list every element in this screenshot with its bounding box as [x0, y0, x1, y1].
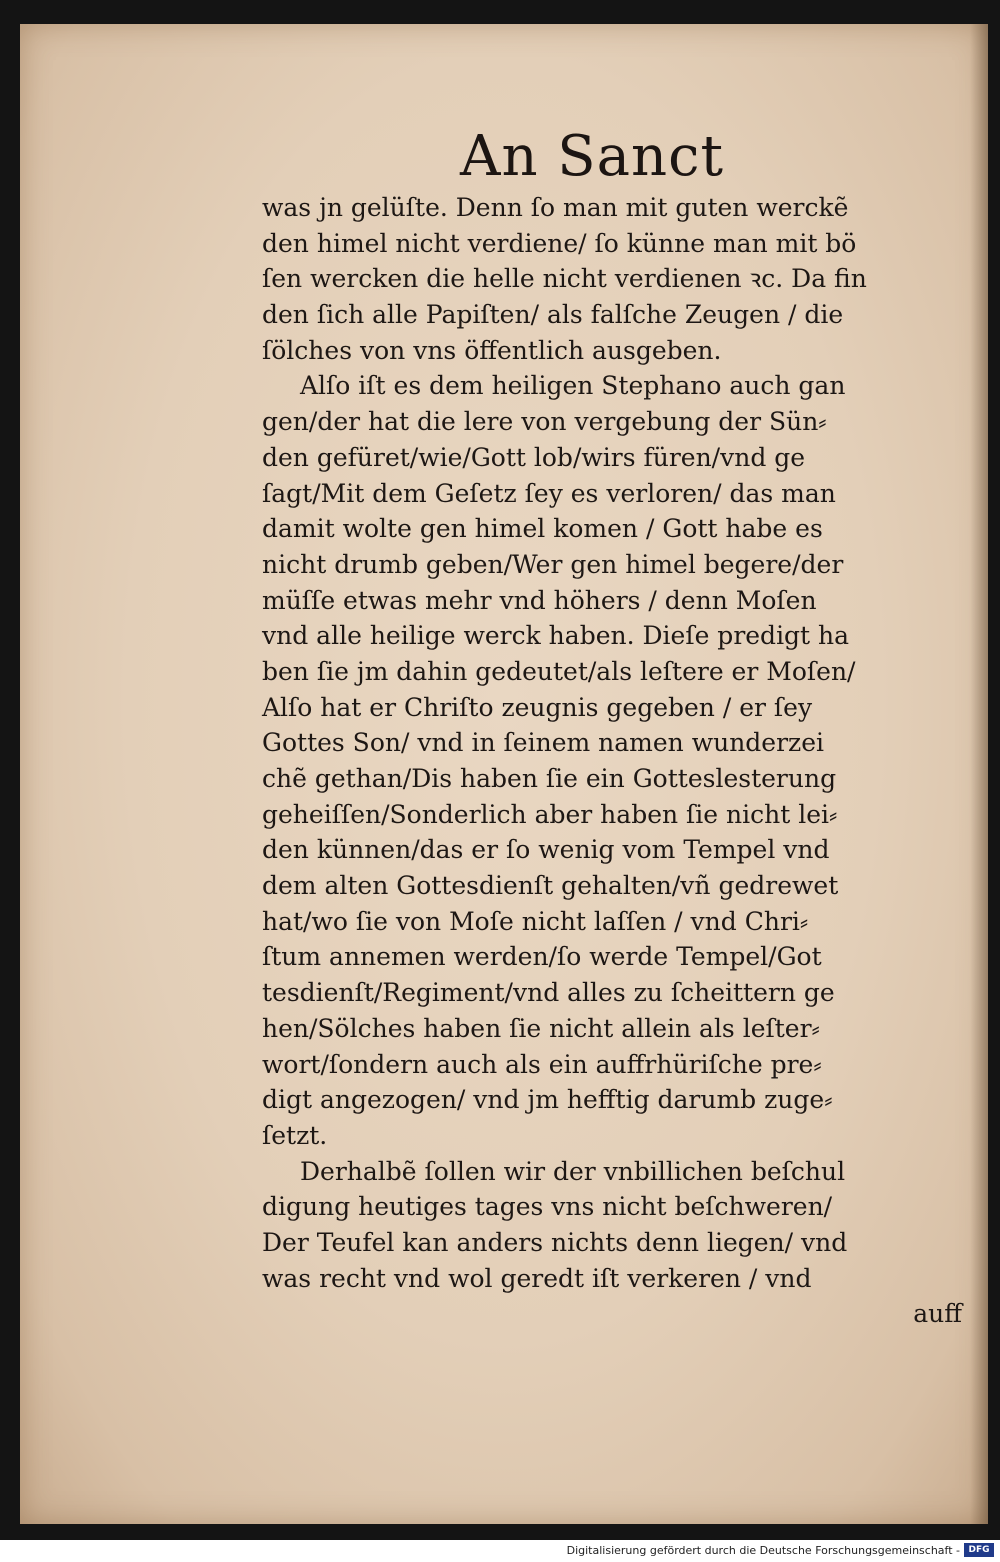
- text-line: chẽ gethan/Dis haben ſie ein Gotteslesterung: [262, 764, 837, 793]
- text-line: den künnen/das er ſo wenig vom Tempel vnd: [262, 835, 830, 865]
- text-line: ben ſie jm dahin gedeutet/als leſtere er Moſen/: [262, 656, 856, 686]
- running-head: An Sanct: [460, 124, 724, 189]
- text-line: ſölches von vns öffentlich ausgeben.: [262, 335, 722, 365]
- text-line: digt angezogen/ vnd jm hefftig darumb zuge⸗: [262, 1085, 833, 1115]
- text-line: ſagt/Mit dem Geſetz ſey es verloren/ das man: [262, 478, 836, 508]
- text-line: hen/Sölches haben ſie nicht allein als leſter⸗: [262, 1013, 820, 1043]
- text-line: müſſe etwas mehr vnd höhers / denn Moſen: [262, 585, 817, 615]
- catchword: auff: [913, 1299, 962, 1329]
- text-line: was jn gelüſte. Denn ſo man mit guten werckẽ: [262, 193, 849, 222]
- text-line: vnd alle heilige werck haben. Dieſe predigt ha: [262, 621, 850, 651]
- text-line: Der Teufel kan anders nichts denn liegen/ vnd: [262, 1227, 848, 1257]
- text-line: ſtum annemen werden/ſo werde Tempel/Got: [262, 942, 822, 972]
- text-line: Derhalbẽ ſollen wir der vnbillichen beſchul: [300, 1156, 846, 1186]
- text-line: dem alten Gottesdienſt gehalten/vñ gedrewet: [262, 871, 839, 901]
- funding-credit: Digitalisierung gefördert durch die Deutsche Forschungsgemeinschaft -: [566, 1544, 960, 1557]
- text-line: den himel nicht verdiene/ ſo künne man mit bö: [262, 228, 857, 258]
- text-line: wort/ſondern auch als ein auffrhüriſche pre⸗: [262, 1049, 822, 1079]
- text-line: Gottes Son/ vnd in ſeinem namen wunderzei: [262, 728, 825, 758]
- text-line: geheiſſen/Sonderlich aber haben ſie nicht lei⸗: [262, 799, 838, 829]
- text-line: tesdienſt/Regiment/vnd alles zu ſcheittern ge: [262, 978, 835, 1008]
- body-text: [262, 190, 962, 1332]
- text-line: Alſo iſt es dem heiligen Stephano auch gan: [300, 371, 846, 401]
- text-line: den gefüret/wie/Gott lob/wirs füren/vnd ge: [262, 442, 806, 472]
- text-line: Alſo hat er Chriſto zeugnis gegeben / er ſey: [262, 692, 813, 722]
- text-line: digung heutiges tages vns nicht beſchweren/: [262, 1192, 833, 1222]
- text-line: ſetzt.: [262, 1120, 328, 1150]
- text-line: damit wolte gen himel komen / Gott habe es: [262, 514, 823, 544]
- text-line: was recht vnd wol geredt iſt verkeren / vnd: [262, 1263, 812, 1293]
- footer-bar: [0, 1540, 1000, 1562]
- page-edge-shadow: [970, 24, 988, 1524]
- dfg-logo: DFG: [964, 1543, 994, 1557]
- text-line: gen/der hat die lere von vergebung der Sün⸗: [262, 407, 827, 437]
- text-line: den ſich alle Papiſten/ als falſche Zeugen / die: [262, 300, 844, 330]
- text-line: ſen wercken die helle nicht verdienen ꝛc. Da fin: [262, 264, 867, 294]
- text-line: nicht drumb geben/Wer gen himel begere/der: [262, 549, 844, 579]
- text-line: hat/wo ſie von Moſe nicht laſſen / vnd Chri⸗: [262, 906, 809, 936]
